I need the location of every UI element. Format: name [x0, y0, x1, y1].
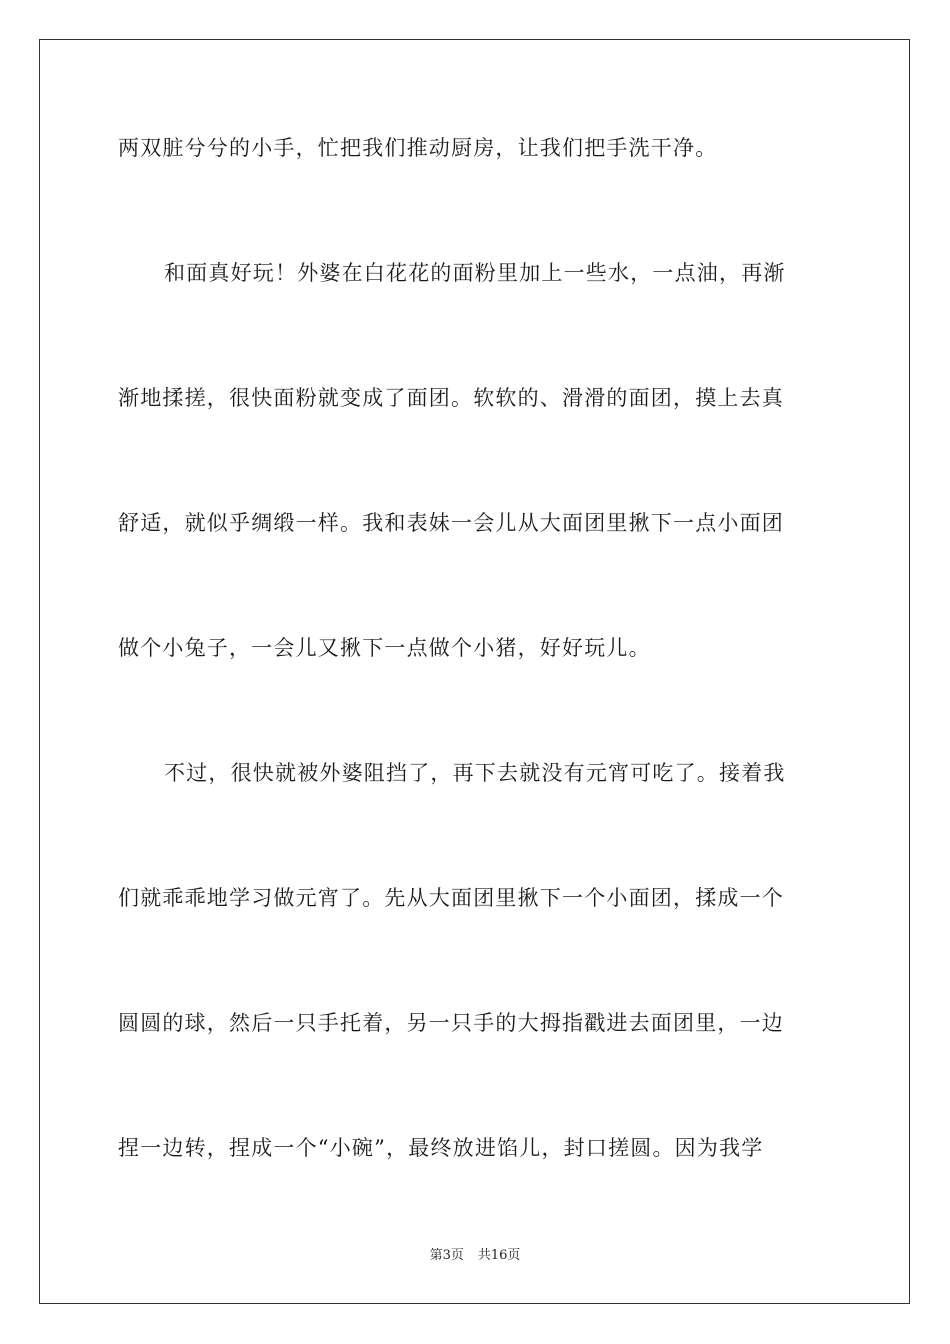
- page-total: 共16页: [477, 1248, 521, 1263]
- paragraph-start-line: 和面真好玩！外婆在白花花的面粉里加上一些水，一点油，再渐: [164, 261, 786, 285]
- text-line: 做个小兔子，一会儿又揪下一点做个小猪，好好玩儿。: [118, 636, 651, 660]
- text-line: 们就乖乖地学习做元宵了。先从大面团里揪下一个小面团，揉成一个: [118, 886, 784, 910]
- text-line: 圆圆的球，然后一只手托着，另一只手的大拇指戳进去面团里，一边: [118, 1011, 784, 1035]
- text-line: 渐地揉搓，很快面粉就变成了面团。软软的、滑滑的面团，摸上去真: [118, 386, 784, 410]
- text-line: 捏一边转，捏成一个“小碗”，最终放进馅儿，封口搓圆。因为我学: [118, 1136, 764, 1160]
- text-line: 舒适，就似乎绸缎一样。我和表妹一会儿从大面团里揪下一点小面团: [118, 511, 784, 535]
- page-footer: [0, 1246, 950, 1266]
- page-number: 第3页: [429, 1248, 464, 1263]
- page-border: [39, 39, 910, 1304]
- text-line: 两双脏兮兮的小手，忙把我们推动厨房，让我们把手洗干净。: [118, 136, 718, 160]
- paragraph-start-line: 不过，很快就被外婆阻挡了，再下去就没有元宵可吃了。接着我: [164, 761, 786, 785]
